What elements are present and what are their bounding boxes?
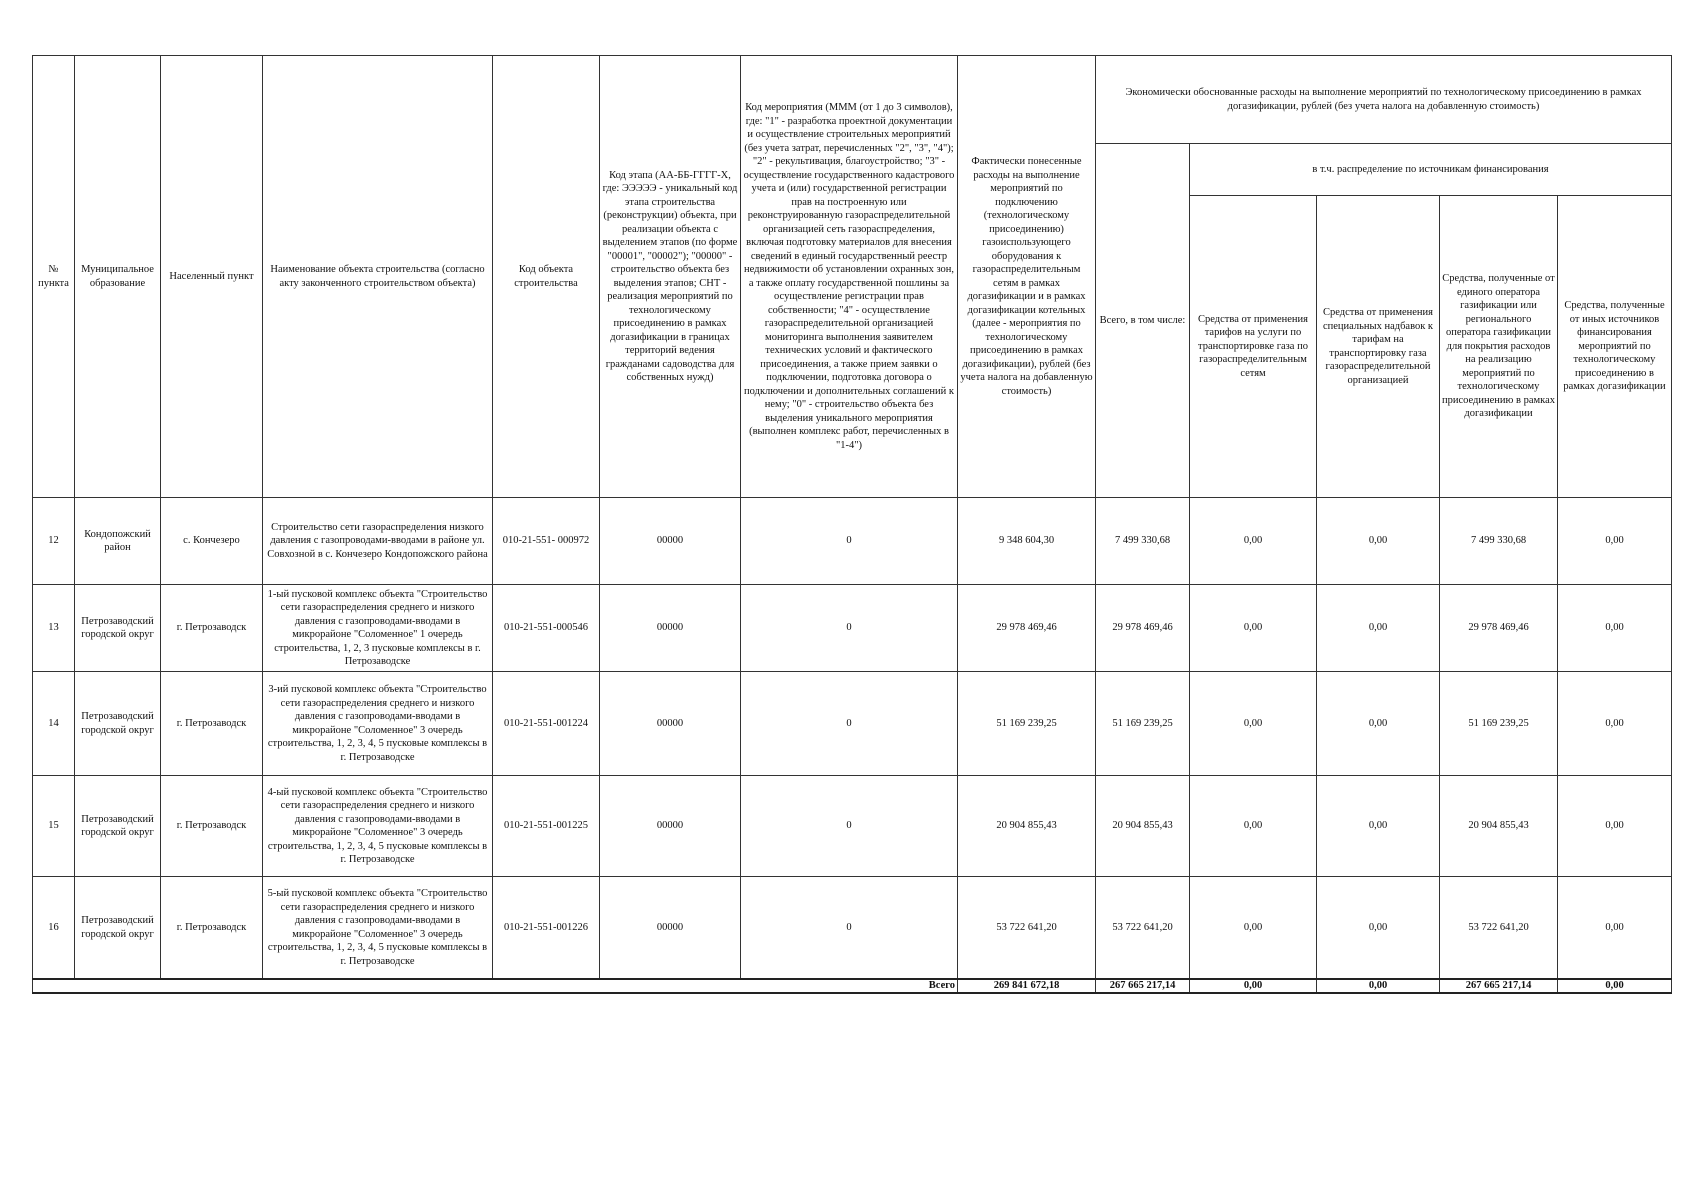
cell-object-code: 010-21-551-001225 — [493, 776, 600, 877]
cell-num: 15 — [33, 776, 75, 877]
cell-src-operator: 29 978 469,46 — [1440, 585, 1558, 672]
table-row — [33, 498, 1672, 585]
cell-event-code: 0 — [741, 776, 958, 877]
total-blank — [161, 979, 263, 993]
cell-src-operator: 53 722 641,20 — [1440, 877, 1558, 980]
header-economic-group: Экономически обоснованные расходы на выполнение мероприятий по технологическому присоединению в рамках догазификации, рублей (без учета налога на добавленную стоимость) — [1096, 56, 1672, 144]
cell-actual-costs: 51 169 239,25 — [958, 672, 1096, 776]
header-object-name: Наименование объекта строительства (согласно акту законченного строительством объекта) — [263, 56, 493, 498]
cell-stage-code: 00000 — [600, 585, 741, 672]
header-distribution: в т.ч. распределение по источникам финансирования — [1190, 144, 1672, 196]
cell-total-incl: 53 722 641,20 — [1096, 877, 1190, 980]
cell-total-incl: 51 169 239,25 — [1096, 672, 1190, 776]
cell-object-name: Строительство сети газораспределения низкого давления с газопроводами-вводами в районе ул. Совхозной в с. Кончезеро Кондопожского района — [263, 498, 493, 585]
cell-settlement: с. Кончезеро — [161, 498, 263, 585]
cell-src-tariffs: 0,00 — [1190, 877, 1317, 980]
table-row — [33, 585, 1672, 672]
cell-event-code: 0 — [741, 672, 958, 776]
cell-src-other: 0,00 — [1558, 498, 1672, 585]
header-municipality: Муниципальное образование — [75, 56, 161, 498]
cell-actual-costs: 9 348 604,30 — [958, 498, 1096, 585]
cell-src-tariffs: 0,00 — [1190, 672, 1317, 776]
header-src-surcharges: Средства от применения специальных надбавок к тарифам на транспортировку газа газораспределительной организацией — [1317, 196, 1440, 498]
cell-num: 13 — [33, 585, 75, 672]
cell-src-tariffs: 0,00 — [1190, 585, 1317, 672]
cell-src-operator: 7 499 330,68 — [1440, 498, 1558, 585]
total-total-incl: 267 665 217,14 — [1096, 979, 1190, 993]
total-blank — [493, 979, 600, 993]
cell-stage-code: 00000 — [600, 498, 741, 585]
cell-src-surcharges: 0,00 — [1317, 776, 1440, 877]
cell-object-code: 010-21-551-001224 — [493, 672, 600, 776]
table-row — [33, 672, 1672, 776]
cell-src-other: 0,00 — [1558, 672, 1672, 776]
total-blank — [33, 979, 75, 993]
total-actual-costs: 269 841 672,18 — [958, 979, 1096, 993]
cell-object-code: 010-21-551-001226 — [493, 877, 600, 980]
header-stage-code: Код этапа (АА-ББ-ГГГГ-Х, где: ЭЭЭЭЭ - уникальный код этапа строительства (реконструкции) объекта, при реализации объекта с выделением этапов (по форме "00001", "00002"); "00000" - строительство объекта без выделения этапов; СНТ - реализация мероприятий по технологическому присоединению в рамках догазификации в границах территорий ведения гражданами садоводства для собственных нужд) — [600, 56, 741, 498]
header-src-other: Средства, полученные от иных источников финансирования мероприятий по технологическому присоединению в рамках догазификации — [1558, 196, 1672, 498]
cell-actual-costs: 20 904 855,43 — [958, 776, 1096, 877]
cell-src-tariffs: 0,00 — [1190, 498, 1317, 585]
cell-num: 12 — [33, 498, 75, 585]
cell-total-incl: 29 978 469,46 — [1096, 585, 1190, 672]
header-actual-costs: Фактически понесенные расходы на выполнение мероприятий по подключению (технологическому присоединению) газоиспользующего оборудования к газораспределительным сетям в рамках догазификации и в рамках догазификации котельных (далее - мероприятия по технологическому присоединению в рамках догазификации), рублей (без учета налога на добавленную стоимость) — [958, 56, 1096, 498]
cell-total-incl: 7 499 330,68 — [1096, 498, 1190, 585]
total-blank — [263, 979, 493, 993]
cell-total-incl: 20 904 855,43 — [1096, 776, 1190, 877]
cell-municipality: Петрозаводский городской округ — [75, 877, 161, 980]
cell-stage-code: 00000 — [600, 776, 741, 877]
cell-num: 16 — [33, 877, 75, 980]
header-settlement: Населенный пункт — [161, 56, 263, 498]
cell-settlement: г. Петрозаводск — [161, 776, 263, 877]
total-blank — [600, 979, 741, 993]
total-src-operator: 267 665 217,14 — [1440, 979, 1558, 993]
header-src-tariffs: Средства от применения тарифов на услуги по транспортировке газа по газораспределительным сетям — [1190, 196, 1317, 498]
cell-object-name: 5-ый пусковой комплекс объекта "Строительство сети газораспределения среднего и низкого давления с газопроводами-вводами в микрорайоне "Соломенное" 3 очередь строительства, 1, 2, 3, 4, 5 пусковые комплексы в г. Петрозаводске — [263, 877, 493, 980]
cell-stage-code: 00000 — [600, 672, 741, 776]
cell-settlement: г. Петрозаводск — [161, 585, 263, 672]
cell-actual-costs: 29 978 469,46 — [958, 585, 1096, 672]
header-event-code: Код мероприятия (МММ (от 1 до 3 символов), где: "1" - разработка проектной документации и осуществление строительных мероприятий (без учета затрат, перечисленных "2", "3", "4"); "2" - рекультивация, благоустройство; "3" - осуществление государственного кадастрового учета и (или) государственной регистрации прав на построенную или реконструированную газораспределительной организацией сеть газораспределения, включая подготовку материалов для внесения сведений в единый государственный реестр недвижимости об установлении охранных зон, а также оплату государственной пошлины за осуществление регистрации прав собственности; "4" - осуществление газораспределительной организацией мониторинга выполнения заявителем технических условий и фактического присоединения, а также прием заявки о подключении, подготовка договора о подключении и дополнительных соглашений к нему; "0" - строительство объекта без выделения уникального мероприятия (выполнен комплекс работ, перечисленных в "1-4") — [741, 56, 958, 498]
total-label: Всего — [741, 979, 958, 993]
header-src-operator: Средства, полученные от единого оператора газификации или регионального оператора газификации для покрытия расходов на реализацию мероприятий по технологическому присоединению в рамках догазификации — [1440, 196, 1558, 498]
cell-object-name: 4-ый пусковой комплекс объекта "Строительство сети газораспределения среднего и низкого давления с газопроводами-вводами в микрорайоне "Соломенное" 3 очередь строительства, 1, 2, 3, 4, 5 пусковые комплексы в г. Петрозаводске — [263, 776, 493, 877]
cell-object-code: 010-21-551-000546 — [493, 585, 600, 672]
cell-src-surcharges: 0,00 — [1317, 498, 1440, 585]
cell-src-surcharges: 0,00 — [1317, 672, 1440, 776]
cell-event-code: 0 — [741, 498, 958, 585]
cell-municipality: Петрозаводский городской округ — [75, 585, 161, 672]
cell-municipality: Петрозаводский городской округ — [75, 672, 161, 776]
total-row — [33, 979, 1672, 993]
cell-municipality: Кондопожский район — [75, 498, 161, 585]
total-src-other: 0,00 — [1558, 979, 1672, 993]
document-page — [32, 55, 1672, 994]
cell-src-surcharges: 0,00 — [1317, 585, 1440, 672]
cell-settlement: г. Петрозаводск — [161, 877, 263, 980]
cell-src-other: 0,00 — [1558, 877, 1672, 980]
cell-municipality: Петрозаводский городской округ — [75, 776, 161, 877]
cell-src-tariffs: 0,00 — [1190, 776, 1317, 877]
cell-settlement: г. Петрозаводск — [161, 672, 263, 776]
table-row — [33, 776, 1672, 877]
cell-src-other: 0,00 — [1558, 585, 1672, 672]
cell-src-operator: 20 904 855,43 — [1440, 776, 1558, 877]
cell-actual-costs: 53 722 641,20 — [958, 877, 1096, 980]
cell-event-code: 0 — [741, 877, 958, 980]
header-object-code: Код объекта строительства — [493, 56, 600, 498]
cell-num: 14 — [33, 672, 75, 776]
total-blank — [75, 979, 161, 993]
gasification-costs-table — [32, 55, 1672, 994]
cell-object-name: 3-ий пусковой комплекс объекта "Строительство сети газораспределения среднего и низкого давления с газопроводами-вводами в микрорайоне "Соломенное" 3 очередь строительства, 1, 2, 3, 4, 5 пусковые комплексы в г. Петрозаводске — [263, 672, 493, 776]
header-num: № пункта — [33, 56, 75, 498]
cell-stage-code: 00000 — [600, 877, 741, 980]
cell-object-code: 010-21-551- 000972 — [493, 498, 600, 585]
total-src-surcharges: 0,00 — [1317, 979, 1440, 993]
cell-src-surcharges: 0,00 — [1317, 877, 1440, 980]
total-src-tariffs: 0,00 — [1190, 979, 1317, 993]
table-row — [33, 877, 1672, 980]
cell-src-other: 0,00 — [1558, 776, 1672, 877]
cell-src-operator: 51 169 239,25 — [1440, 672, 1558, 776]
cell-event-code: 0 — [741, 585, 958, 672]
header-total-incl: Всего, в том числе: — [1096, 144, 1190, 498]
cell-object-name: 1-ый пусковой комплекс объекта "Строительство сети газораспределения среднего и низкого давления с газопроводами-вводами в микрорайоне "Соломенное" 1 очередь строительства, 1, 2, 3 пусковые комплексы в г. Петрозаводске — [263, 585, 493, 672]
